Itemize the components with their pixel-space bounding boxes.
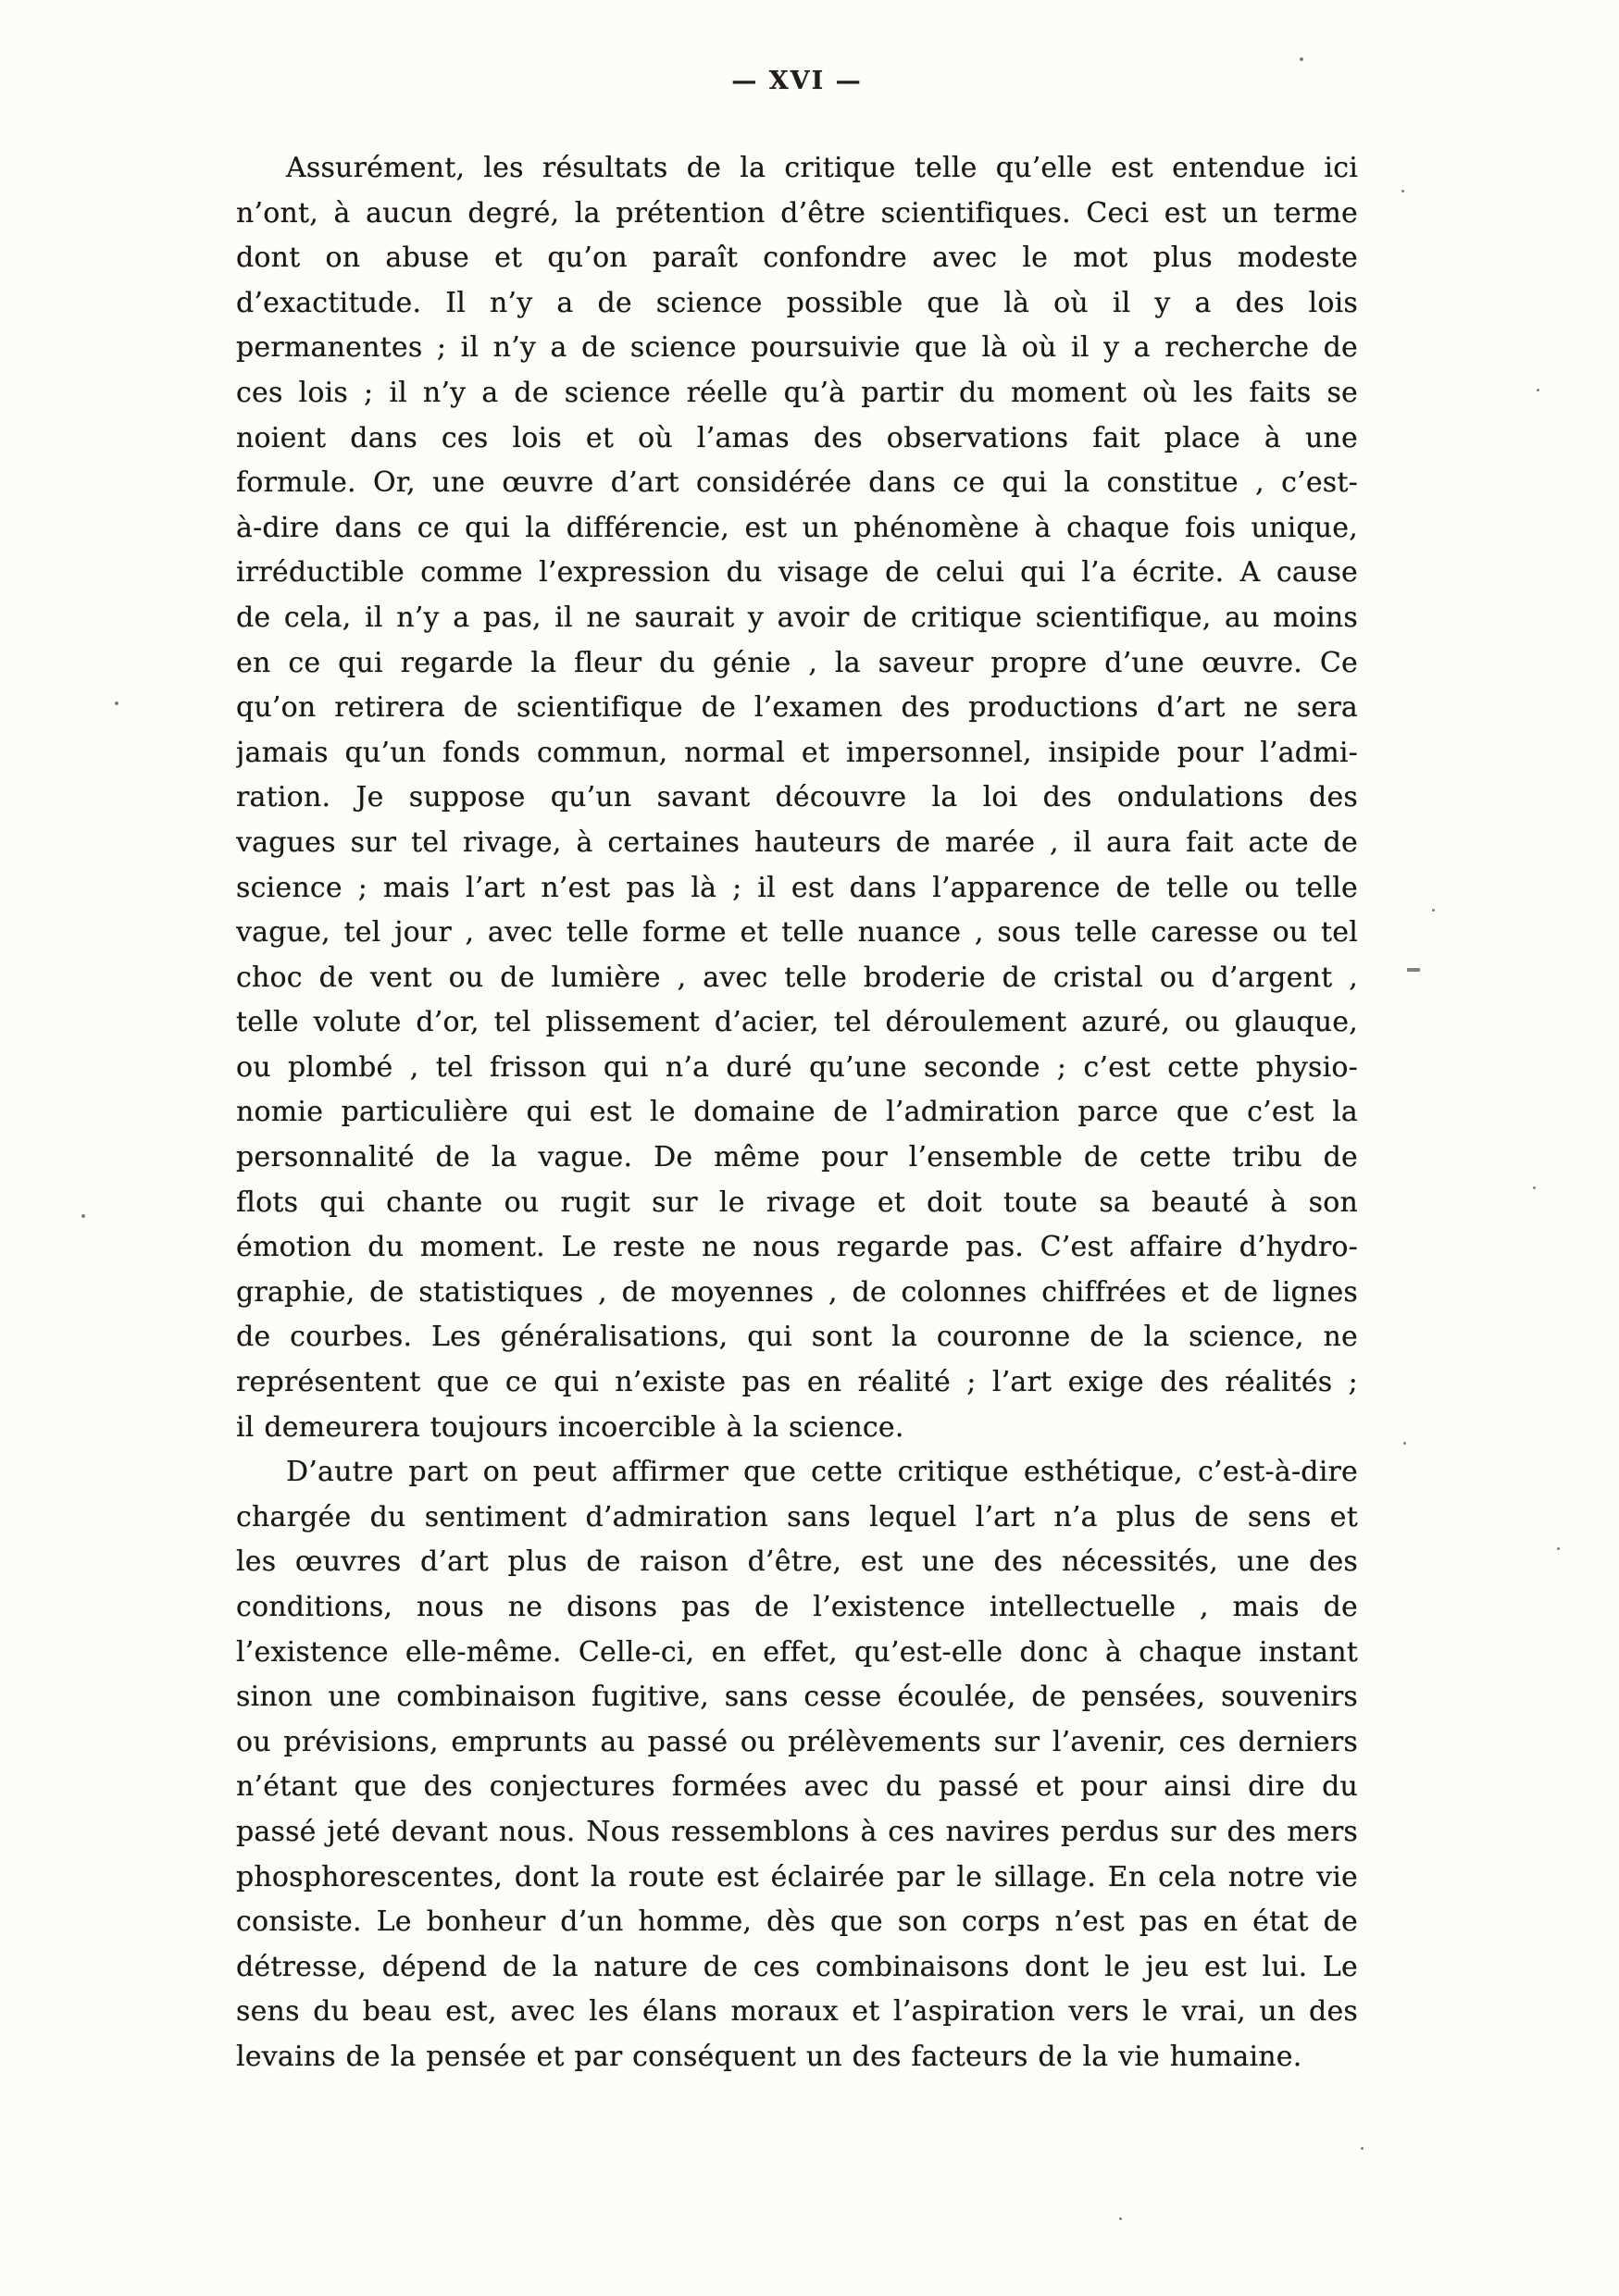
text-line: vagues sur tel rivage, à certaines hauteurs de marée , il aura fait acte de [236,825,1358,859]
text-line: vague, tel jour , avec telle forme et telle nuance , sous telle caresse ou tel [236,916,1358,949]
scan-speck [1557,1547,1560,1550]
text-line: levains de la pensée et par conséquent un des facteurs de la vie humaine. [236,2040,1302,2073]
text-line: il demeurera toujours incoercible à la science. [236,1410,904,1444]
text-line: sens du beau est, avec les élans moraux et l’aspiration vers le vrai, un des [236,1995,1358,2029]
text-line: consiste. Le bonheur d’un homme, dès que son corps n’est pas en état de [236,1905,1358,1939]
scan-speck [1401,190,1404,192]
text-line: choc de vent ou de lumière , avec telle broderie de cristal ou d’argent , [236,961,1358,994]
text-line: les œuvres d’art plus de raison d’être, est une des nécessités, une des [236,1545,1358,1579]
text-line: D’autre part on peut affirmer que cette critique esthétique, c’est-à-dire [286,1456,1358,1489]
text-line: ou plombé , tel frisson qui n’a duré qu’une seconde ; c’est cette physio- [236,1050,1358,1084]
text-line: irréductible comme l’expression du visage de celui qui l’a écrite. A cause [236,556,1358,590]
text-line: science ; mais l’art n’est pas là ; il est dans l’apparence de telle ou telle [236,871,1358,904]
scan-speck [1300,57,1303,61]
page-number: — XVI — [731,67,863,95]
scan-speck [1432,909,1435,912]
text-line: conditions, nous ne disons pas de l’existence intellectuelle , mais de [236,1591,1358,1623]
text-line: en ce qui regarde la fleur du génie , la saveur propre d’une œuvre. Ce [236,646,1358,679]
text-line: l’existence elle-même. Celle-ci, en effet, qu’est-elle donc à chaque instant [236,1635,1358,1669]
text-line: n’ont, à aucun degré, la prétention d’être scientifiques. Ceci est un terme [236,196,1358,230]
text-line: ration. Je suppose qu’un savant découvre la loi des ondulations des [236,781,1358,814]
scan-speck [1119,2217,1122,2220]
scan-speck [81,1214,85,1218]
text-line: passé jeté devant nous. Nous ressemblons à ces navires perdus sur des mers [236,1815,1358,1848]
scan-speck [1537,389,1539,391]
text-line: sinon une combinaison fugitive, sans cesse écoulée, de pensées, souvenirs [236,1681,1358,1714]
text-line: représentent que ce qui n’existe pas en réalité ; l’art exige des réalités ; [236,1366,1358,1399]
text-line: qu’on retirera de scientifique de l’examen des productions d’art ne sera [236,691,1358,725]
scan-speck [1361,2147,1364,2150]
scan-speck [115,701,118,705]
text-line: d’exactitude. Il n’y a de science possible que là où il y a des lois [236,286,1358,319]
text-block [236,146,1358,2080]
paragraph-1 [236,146,1358,1450]
text-line: graphie, de statistiques , de moyennes , de colonnes chiffrées et de lignes [236,1275,1358,1309]
text-line: permanentes ; il n’y a de science poursuivie que là où il y a recherche de [236,331,1358,365]
text-line: flots qui chante ou rugit sur le rivage et doit toute sa beauté à son [236,1185,1358,1219]
text-line: n’étant que des conjectures formées avec du passé et pour ainsi dire du [236,1770,1358,1804]
text-line: phosphorescentes, dont la route est éclairée par le sillage. En cela notre vie [236,1860,1358,1893]
text-line: nomie particulière qui est le domaine de l’admiration parce que c’est la [236,1096,1358,1129]
text-line: Assurément, les résultats de la critique telle qu’elle est entendue ici [286,152,1358,184]
text-line: à-dire dans ce qui la différencie, est un phénomène à chaque fois unique, [236,511,1358,544]
text-line: telle volute d’or, tel plissement d’acier, tel déroulement azuré, ou glauque, [236,1006,1358,1039]
text-line: de courbes. Les généralisations, qui sont la couronne de la science, ne [236,1321,1358,1354]
text-line: dont on abuse et qu’on paraît confondre avec le mot plus modeste [236,242,1358,275]
text-line: émotion du moment. Le reste ne nous regarde pas. C’est affaire d’hydro- [236,1231,1358,1264]
text-line: formule. Or, une œuvre d’art considérée dans ce qui la constitue , c’est- [236,466,1358,500]
text-line: chargée du sentiment d’admiration sans lequel l’art n’a plus de sens et [236,1500,1358,1533]
text-line: noient dans ces lois et où l’amas des observations fait place à une [236,421,1358,454]
text-line: personnalité de la vague. De même pour l’ensemble de cette tribu de [236,1141,1358,1174]
paragraph-2 [236,1450,1358,2079]
text-line: jamais qu’un fonds commun, normal et impersonnel, insipide pour l’admi- [236,736,1358,769]
scan-speck [1403,1442,1406,1445]
text-line: ces lois ; il n’y a de science réelle qu’à partir du moment où les faits se [236,376,1358,409]
text-line: ou prévisions, emprunts au passé ou prélèvements sur l’avenir, ces derniers [236,1725,1358,1758]
scan-speck [1533,1186,1536,1189]
text-line: détresse, dépend de la nature de ces combinaisons dont le jeu est lui. Le [236,1950,1358,1983]
text-line: de cela, il n’y a pas, il ne saurait y avoir de critique scientifique, au moins [236,601,1358,634]
scan-speck [1407,968,1420,972]
